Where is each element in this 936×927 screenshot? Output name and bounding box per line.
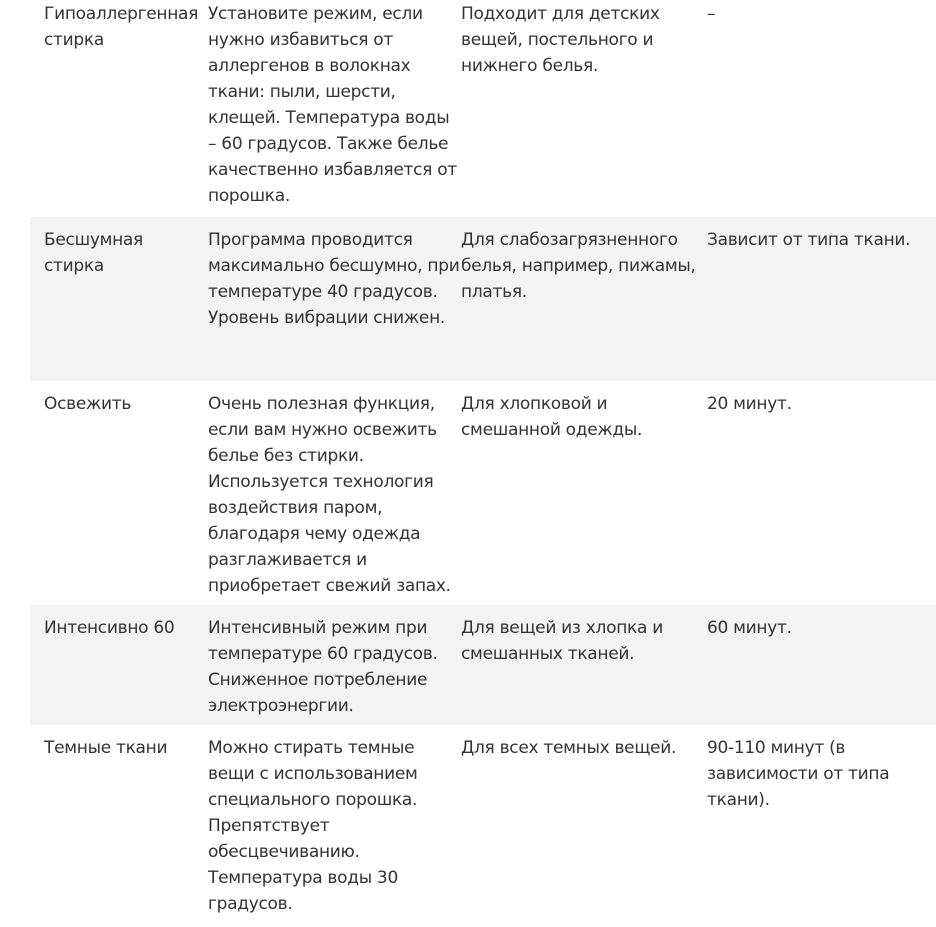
mode-name-cell: Бесшумная стирка: [30, 217, 208, 381]
mode-duration-cell: 20 минут.: [707, 394, 792, 414]
mode-name-cell: Освежить: [44, 394, 132, 414]
table-row: [30, 605, 936, 725]
mode-duration-cell: 90-110 минут (в зависимости от типа ткани).: [707, 738, 890, 810]
mode-description-cell: Установите режим, если нужно избавиться от аллергенов в волокнах ткани: пыли, шерсти, клещей. Температура воды – 60 градусов. Также белье качественно избавляется от порошка.: [208, 4, 457, 206]
table-row: [30, 725, 936, 927]
mode-name-cell: Интенсивно 60: [30, 605, 208, 725]
mode-suitable-cell: Для вещей из хлопка и смешанных тканей.: [461, 605, 707, 725]
wash-modes-table: [30, 0, 936, 927]
mode-suitable-cell: Для всех темных вещей.: [461, 738, 677, 758]
mode-duration-cell: –: [707, 4, 716, 24]
mode-suitable-cell: Для хлопковой и смешанной одежды.: [461, 394, 643, 440]
mode-duration-cell: 60 минут.: [707, 605, 936, 725]
mode-suitable-cell: Подходит для детских вещей, постельного и нижнего белья.: [461, 4, 660, 76]
mode-description-cell: Интенсивный режим при температуре 60 градусов. Сниженное потребление электроэнергии.: [208, 605, 461, 725]
mode-description-cell: Программа проводится максимально бесшумно, при температуре 40 градусов. Уровень вибрации снижен.: [208, 217, 461, 381]
mode-description-cell: Можно стирать темные вещи с использованием специального порошка. Препятствует обесцвечиванию. Температура воды 30 градусов.: [208, 738, 418, 914]
mode-description-cell: Очень полезная функция, если вам нужно освежить белье без стирки. Используется технология воздействия паром, благодаря чему одежда разглаживается и приобретает свежий запах.: [208, 394, 451, 596]
table-row: [30, 381, 936, 605]
table-row: [30, 0, 936, 217]
mode-name-cell: Темные ткани: [44, 738, 168, 758]
mode-suitable-cell: Для слабозагрязненного белья, например, пижамы, платья.: [461, 217, 707, 381]
mode-duration-cell: Зависит от типа ткани.: [707, 217, 936, 381]
table-row: [30, 217, 936, 381]
mode-name-cell: Гипоаллергенная стирка: [44, 4, 199, 50]
